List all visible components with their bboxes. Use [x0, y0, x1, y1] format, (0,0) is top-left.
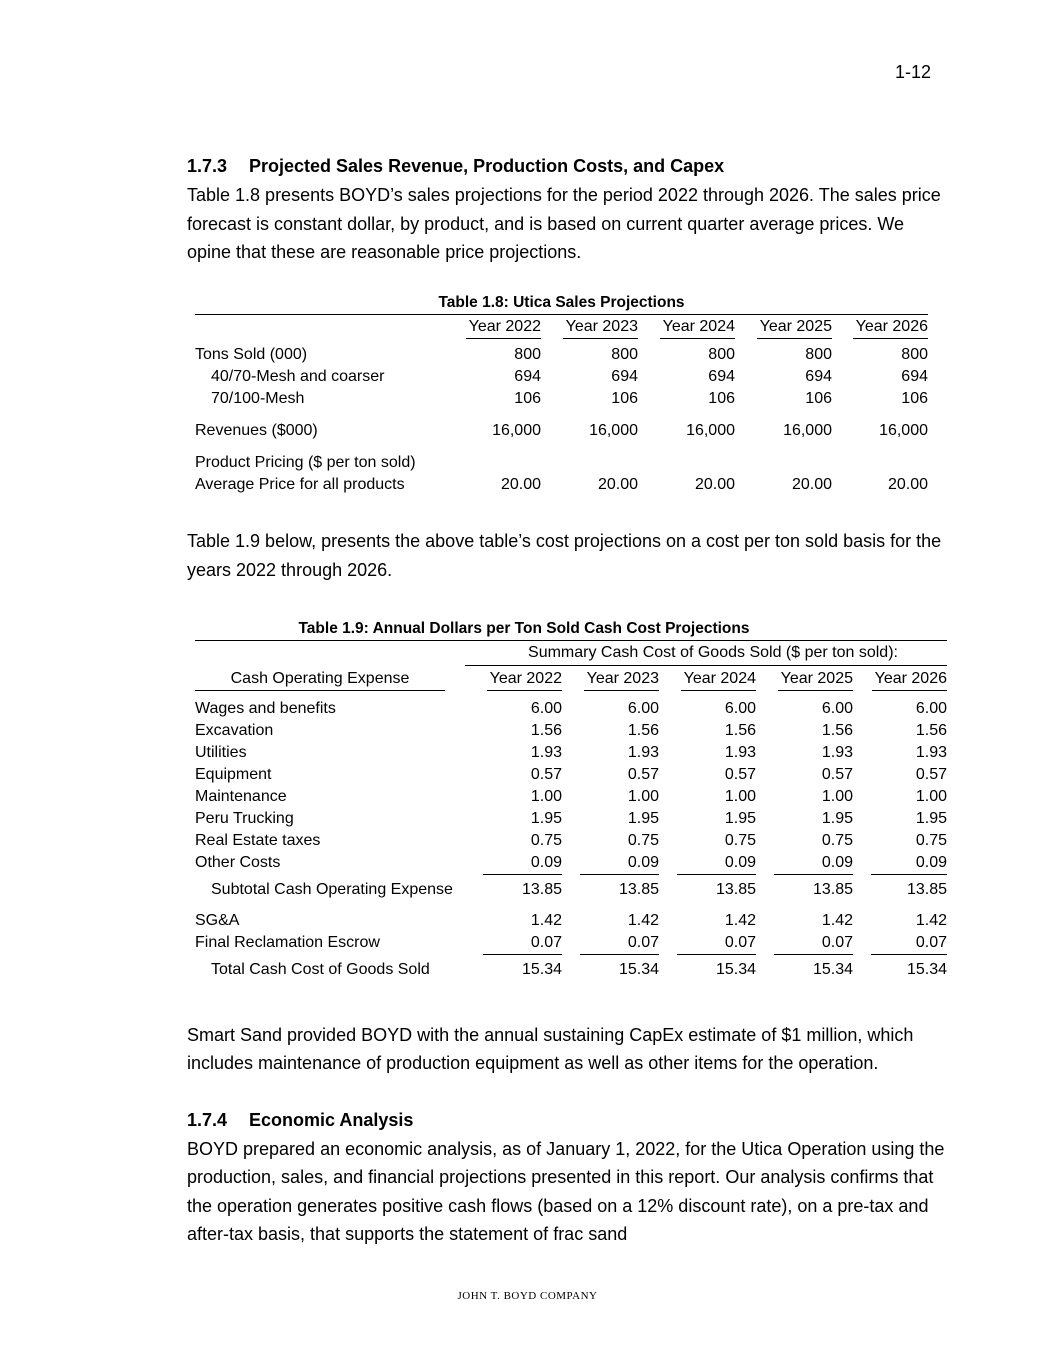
table-row: Average Price for all products 20.00 20.00 20.00 20.00 20.00	[195, 476, 928, 493]
table-row: Excavation 1.56 1.56 1.56 1.56 1.56	[195, 721, 947, 739]
table-row: Wages and benefits 6.00 6.00 6.00 6.00 6.00	[195, 699, 947, 717]
table-row: Tons Sold (000) 800 800 800 800 800	[195, 346, 928, 363]
column-header: Cash Operating Expense	[195, 666, 465, 694]
table-row: Other Costs 0.09 0.09 0.09 0.09 0.09	[195, 852, 947, 875]
column-header: Year 2023	[562, 666, 659, 694]
column-header: Year 2022	[465, 666, 562, 694]
table-row: Final Reclamation Escrow 0.07 0.07 0.07 0.07 0.07	[195, 932, 947, 955]
table-row: Subtotal Cash Operating Expense 13.85 13.85 13.85 13.85 13.85	[211, 880, 947, 898]
column-header: Year 2025	[756, 666, 853, 694]
paragraph-capex: Smart Sand provided BOYD with the annual sustaining CapEx estimate of $1 million, which includes maintenance of production equipment as well as other items for the operation.	[187, 1024, 914, 1073]
column-header: Year 2024	[638, 314, 735, 340]
table-1-8	[195, 293, 928, 497]
table-row: Maintenance 1.00 1.00 1.00 1.00 1.00	[195, 787, 947, 805]
table-row: Revenues ($000) 16,000 16,000 16,000 16,000 16,000	[195, 422, 928, 439]
table-row: Equipment 0.57 0.57 0.57 0.57 0.57	[195, 765, 947, 783]
table-row: SG&A 1.42 1.42 1.42 1.42 1.42	[195, 911, 947, 929]
page-content	[187, 154, 947, 1249]
table-row: Product Pricing ($ per ton sold)	[195, 454, 416, 471]
paragraph-cost-intro: Table 1.9 below, presents the above table’s cost projections on a cost per ton sold basis for the years 2022 through 2026.	[187, 531, 942, 580]
summary-header: Summary Cash Cost of Goods Sold ($ per ton sold):	[465, 641, 947, 666]
table-caption: Table 1.8: Utica Sales Projections	[195, 293, 928, 315]
table-caption: Table 1.9: Annual Dollars per Ton Sold Cash Cost Projections	[195, 619, 853, 641]
table-1-9	[195, 619, 947, 985]
paragraph-sales-intro: Table 1.8 presents BOYD’s sales projections for the period 2022 through 2026. The sales price forecast is constant dollar, by product, and is based on current quarter average prices. We opine that these are reasonable price projections.	[187, 185, 941, 262]
footer-company-name: JOHN T. BOYD COMPANY	[457, 1290, 598, 1302]
table-row: 40/70-Mesh and coarser 694 694 694 694 694	[211, 368, 928, 385]
table-row: Total Cash Cost of Goods Sold 15.34 15.34 15.34 15.34 15.34	[211, 960, 947, 978]
table-row: Utilities 1.93 1.93 1.93 1.93 1.93	[195, 743, 947, 761]
section-number: 1.7.4	[187, 1109, 228, 1130]
section-title: Economic Analysis	[249, 1109, 414, 1130]
table-row: 70/100-Mesh 106 106 106 106 106	[211, 390, 928, 407]
column-header: Year 2025	[735, 314, 832, 340]
column-header: Year 2024	[659, 666, 756, 694]
page-number: 1-12	[894, 62, 931, 82]
column-header: Year 2026	[853, 666, 947, 694]
section-heading-1-7-4	[187, 1108, 947, 1132]
section-number: 1.7.3	[187, 156, 228, 176]
column-header: Year 2026	[832, 314, 928, 340]
section-title: Projected Sales Revenue, Production Costs, and Capex	[249, 156, 725, 176]
paragraph-economic-analysis: BOYD prepared an economic analysis, as of January 1, 2022, for the Utica Operation using the production, sales, and financial projections presented in this report. Our analysis confirms that the operation generates positive cash flows (based on a 12% discount rate), on a pre-tax and after-tax basis, that supports the statement of frac sand	[187, 1138, 945, 1244]
section-heading-1-7-3	[187, 154, 947, 178]
column-header: Year 2022	[445, 314, 541, 340]
table-row: Peru Trucking 1.95 1.95 1.95 1.95 1.95	[195, 809, 947, 827]
table-row: Real Estate taxes 0.75 0.75 0.75 0.75 0.75	[195, 831, 947, 849]
column-header: Year 2023	[541, 314, 638, 340]
